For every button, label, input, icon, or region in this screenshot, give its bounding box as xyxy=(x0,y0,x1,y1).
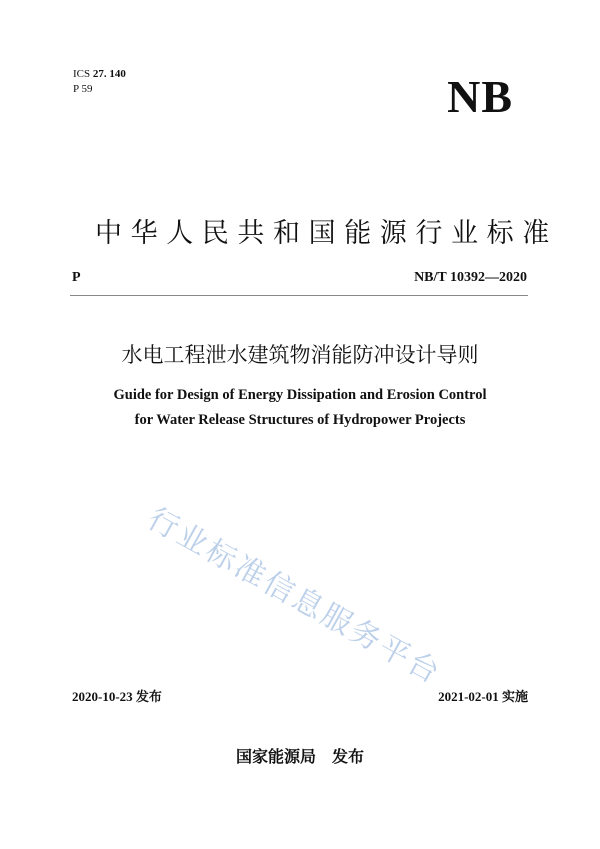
category-letter: P xyxy=(72,270,81,285)
watermark: 行业标准信息服务平台 xyxy=(141,501,448,692)
classification-code: P 59 xyxy=(73,83,93,95)
ics-label: ICS xyxy=(73,68,91,80)
standard-number: NB/T 10392—2020 xyxy=(414,270,527,285)
title-english-line-1: Guide for Design of Energy Dissipation and Erosion Control xyxy=(113,387,487,403)
title-english-line-2: for Water Release Structures of Hydropower Projects xyxy=(134,412,466,428)
issue-date: 2020-10-23 发布 xyxy=(72,689,162,704)
ics-number: 27. 140 xyxy=(92,68,126,80)
header-divider xyxy=(70,295,528,296)
title-chinese: 水电工程泄水建筑物消能防冲设计导则 xyxy=(121,343,479,367)
nb-logo: NB xyxy=(447,71,513,122)
implementation-date: 2021-02-01 实施 xyxy=(438,689,528,704)
ics-code xyxy=(73,68,126,80)
national-standard-title: 中华人民共和国能源行业标准 xyxy=(95,218,558,249)
publisher: 国家能源局 发布 xyxy=(235,747,364,766)
